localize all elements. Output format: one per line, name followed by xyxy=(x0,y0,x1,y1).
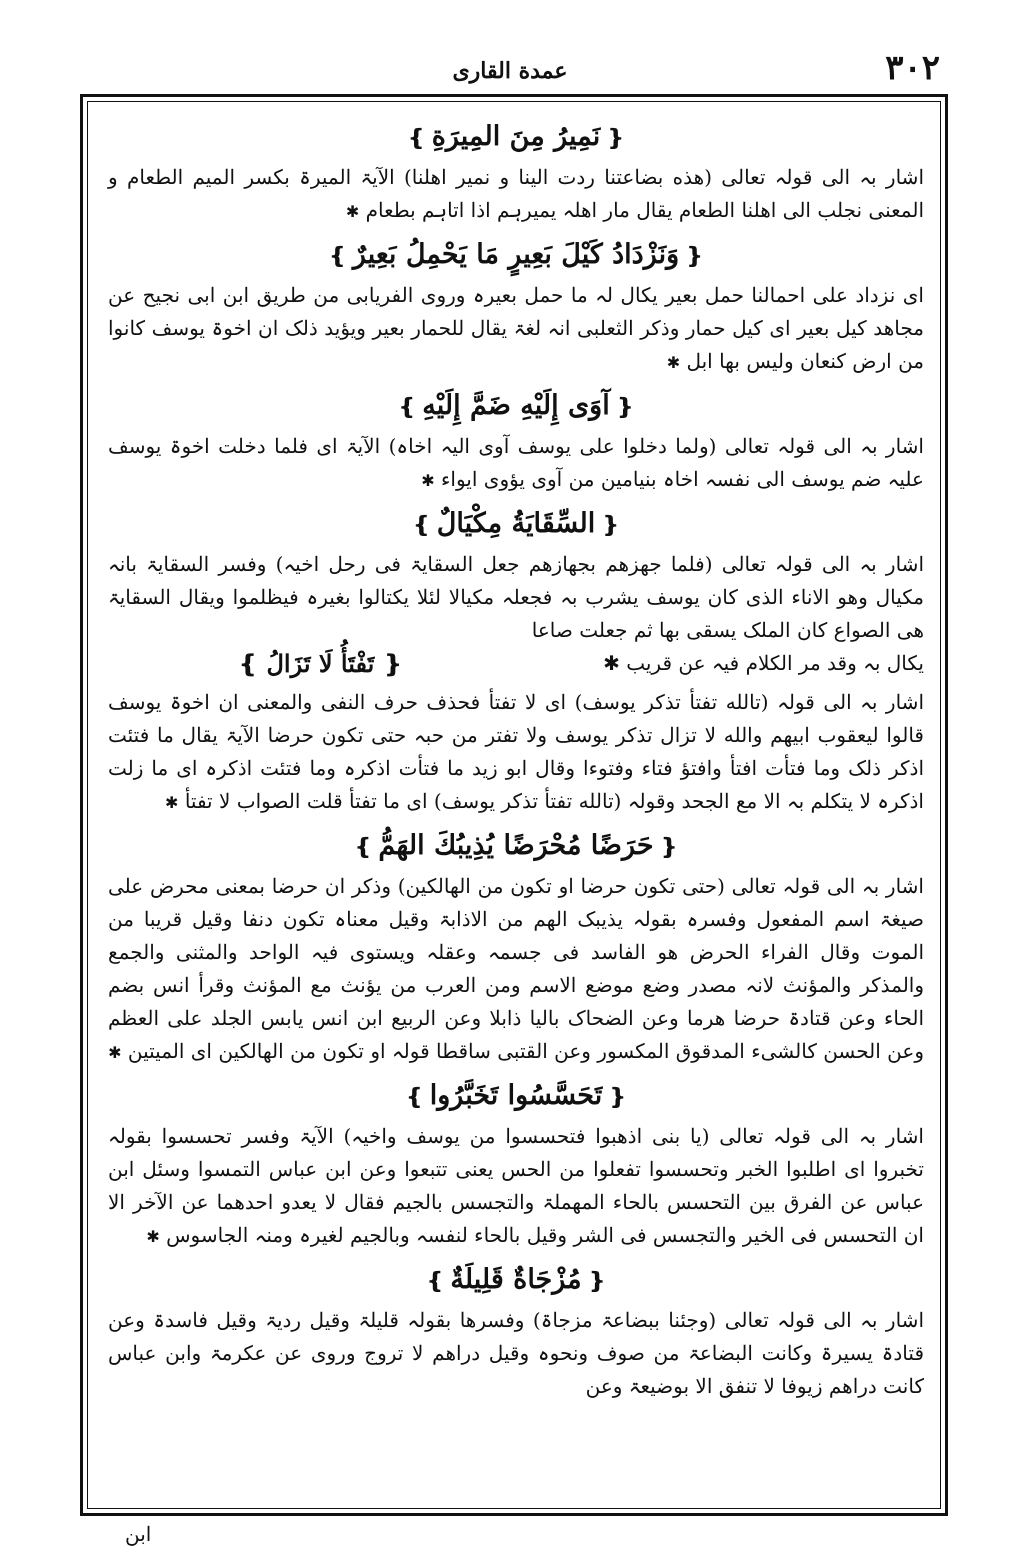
inline-heading-row xyxy=(96,647,936,680)
ornament-bracket-icon: ❵ xyxy=(397,394,417,420)
ornament-bracket-icon: ❵ xyxy=(353,834,373,860)
text-line: اهلہ یمیرہم اذا اتاہم بطعام xyxy=(365,198,598,222)
ornament-bracket-icon: ❴ xyxy=(606,125,625,151)
text-line: من الهالکین ای المیتین xyxy=(127,1039,316,1063)
catchword: ابن xyxy=(125,1522,152,1546)
heading-text: آوَى إِلَيْهِ ضَمَّ إِلَيْهِ xyxy=(422,390,610,421)
text-line: اشار بہ الی قولہ تعالی (هذه بضاعتنا ردت الینا و نمیر اهلنا) الآیۃ المیرۃ بکسر المیم الطعام و المعنی نجلب الی اهلنا الطعام یقال مار xyxy=(108,165,924,222)
text-line: ارض کنعان ولیس بها ابل xyxy=(686,349,892,373)
ornament-bracket-icon: ❴ xyxy=(685,243,704,269)
section-heading xyxy=(96,389,936,424)
section-heading xyxy=(108,647,403,680)
text-line: فی جسمہ وعقلہ ویستوی فیہ الواحد والمثنی والجمع والمذکر والمؤنث لانہ مصدر وضع موضع الاسم ومن xyxy=(108,940,925,997)
heading-text: السِّقَايَةُ مِكْيَالٌ xyxy=(436,508,596,539)
end-mark-icon: ✱ xyxy=(146,1227,160,1246)
paragraph xyxy=(96,870,936,1069)
ornament-bracket-icon: ❴ xyxy=(615,394,635,420)
running-title: عمدة القاری xyxy=(452,58,568,84)
text-line: اشار بہ الی قولہ تعالی (ولما دخلوا علی یوسف آوی الیہ اخاہ) الآیۃ ای فلما دخلت اخوۃ یوسف علیہ ضم یوسف الی نفسہ xyxy=(108,434,924,491)
heading-text: وَنَزْدَادُ كَيْلَ بَعِيرٍ مَا يَحْمِلُ بَعِيرٌ xyxy=(352,239,680,270)
ornament-bracket-icon: ❵ xyxy=(405,1084,424,1110)
end-mark-icon: ✱ xyxy=(345,202,360,221)
paragraph xyxy=(96,279,936,379)
inline-text: یکال بہ وقد مر الکلام فیہ عن قریب xyxy=(626,651,924,675)
end-mark-icon: ✱ xyxy=(666,353,681,372)
text-line: وتحسسوا تفعلوا من الحس یعنی تتبعوا وعن ابن عباس التمسوا وسئل ابن عباس عن الفرق بین التحسس بالحاء المهملۃ xyxy=(108,1157,925,1214)
text-line: وفتوءا وقال ابو زید ما فتأت اذکرہ وما فتئت اذکرہ ای ما زلت اذکرہ لا یتکلم بہ الا مع الجحد وقولہ (تالله تفتأ تذکر xyxy=(108,756,924,813)
text-line: کیل بعیر ای کیل حمار وذکر الثعلبی انہ لغۃ یقال للحمار بعیر ویؤید ذلک ان اخوۃ یوسف کانوا من xyxy=(108,316,924,373)
ornament-bracket-icon: ❴ xyxy=(601,512,620,538)
text-line: البضاعۃ من صوف ونحوہ وقیل دراهم لا تروج وروی عن عکرمۃ وابن عباس کانت دراهم زیوفا لا تنفق الا بوضیعۃ وعن xyxy=(108,1341,924,1398)
section-heading xyxy=(96,238,936,273)
paragraph xyxy=(96,161,936,228)
section-heading xyxy=(96,507,936,542)
text-line: کان یوسف یشرب بہ فجعلہ مکیالا لئلا یکتالوا بغیرہ فیظلموا ویقال السقایۃ هی الصواع کان الملک یسقی بها ثم جعلت صاعا xyxy=(108,585,924,642)
page-header xyxy=(70,48,950,94)
heading-text: تَحَسَّسُوا تَخَبَّرُوا xyxy=(429,1080,603,1111)
paragraph xyxy=(96,548,936,647)
heading-text: حَرَضًا مُحْرَضًا يُذِيبُكَ الهَمُّ xyxy=(378,830,654,861)
text-line: ابیهم والله لا تزال تذکر یوسف ولا تفتر من حبہ حتی تکون حرضا الآیۃ یقال ما فتئت اذکر ذلک وما فتأت افتأ وافتؤ فتاء xyxy=(108,723,925,780)
text-line: اشار بہ الی قولہ تعالی (فلما جهزهم بجهازهم جعل السقایۃ فی رحل اخیہ) وفسر السقایۃ بانہ مکیال وهو الاناء الذی xyxy=(108,552,924,609)
text-line: والتجسس بالجیم فقال لا یعدو احدهما عن الآخر الا ان التحسس فی الخیر والتجسس فی الشر وقیل بالحاء لنفسہ وبالجیم xyxy=(108,1190,924,1247)
heading-text: تَفْتَأُ لَا تَزَالُ xyxy=(266,649,375,678)
heading-text: مُزْجَاةٌ قَلِيلَةٌ xyxy=(450,1264,582,1295)
ornament-bracket-icon: ❵ xyxy=(238,649,259,678)
end-mark-icon: ✱ xyxy=(165,793,179,812)
text-line: اشار بہ الی قولہ تعالی (وجئنا ببضاعۃ مزجاۃ) وفسرها بقولہ قلیلۃ وقیل ردیۃ وقیل فاسدۃ وعن قتادۃ یسیرۃ وکانت xyxy=(108,1308,924,1365)
text-line: ای نزداد علی احمالنا حمل بعیر یکال لہ ما حمل بعیرہ وروی الفریابی من طریق ابن ابی نجیح عن مجاهد xyxy=(108,283,924,340)
text-line: ابن انس یابس الجلد علی العظم وعن الحسن کالشیء المدقوق المکسور وعن القتبی ساقطا قولہ او تکون xyxy=(108,1006,924,1063)
section-heading xyxy=(96,120,936,155)
paragraph xyxy=(96,1304,936,1403)
ornament-bracket-icon: ❵ xyxy=(412,512,431,538)
page-number: ٣٠٢ xyxy=(885,48,940,88)
ornament-bracket-icon: ❴ xyxy=(608,1084,627,1110)
ornament-bracket-icon: ❴ xyxy=(382,649,403,678)
paragraph xyxy=(96,686,936,819)
text-line: یوسف) ای ما تفتأ قلت الصواب لا تفتأ xyxy=(184,789,496,813)
text-line: لغیرہ ومنہ الجاسوس xyxy=(166,1223,344,1247)
ornament-bracket-icon: ❵ xyxy=(425,1268,445,1294)
end-mark-icon: ✱ xyxy=(108,1043,122,1062)
ornament-bracket-icon: ❴ xyxy=(587,1268,607,1294)
text-line: اشار بہ الی قولہ (تالله تفتأ تذکر یوسف) ای لا تفتأ فحذف حرف النفی والمعنی ان اخوۃ یوسف قالوا لیعقوب xyxy=(108,690,924,747)
text-line: اشار بہ الی قولہ تعالی (حتی تکون حرضا او تکون من الهالکین) وذکر ان حرضا بمعنی محرض علی صیغۃ اسم المفعول xyxy=(108,874,924,931)
text-line: اخاہ بنیامین من آوی یؤوی ایواء xyxy=(441,467,699,491)
page-body xyxy=(96,110,936,1506)
ornament-bracket-icon: ❵ xyxy=(328,243,347,269)
section-heading xyxy=(96,1079,936,1114)
text-line xyxy=(603,647,924,680)
paragraph xyxy=(96,430,936,497)
text-line: وفسرہ بقولہ یذیبک الهم من الاذابۃ وقیل معناہ تکون دنفا وقیل قریبا من الموت وقال الفراء الحرض هو الفاسد xyxy=(108,907,925,964)
paragraph xyxy=(96,1120,936,1253)
text-line: العرب من یؤنث مع المؤنث وقرأ انس بضم الحاء وعن قتادۃ حرضا هرما وعن الضحاک بالیا ذابلا وعن الربیع xyxy=(108,973,925,1030)
section-heading xyxy=(96,1263,936,1298)
end-mark-icon: ✱ xyxy=(603,651,620,675)
section-heading xyxy=(96,829,936,864)
heading-text: نَمِيرُ مِنَ المِيرَةِ xyxy=(431,121,601,152)
ornament-bracket-icon: ❵ xyxy=(407,125,426,151)
ornament-bracket-icon: ❴ xyxy=(659,834,678,860)
text-line: اشار بہ الی قولہ تعالی (یا بنی اذهبوا فتحسسوا من یوسف واخیہ) الآیۃ وفسر تحسسوا بقولہ تخبروا ای اطلبوا الخبر xyxy=(108,1124,925,1181)
end-mark-icon: ✱ xyxy=(421,471,435,490)
